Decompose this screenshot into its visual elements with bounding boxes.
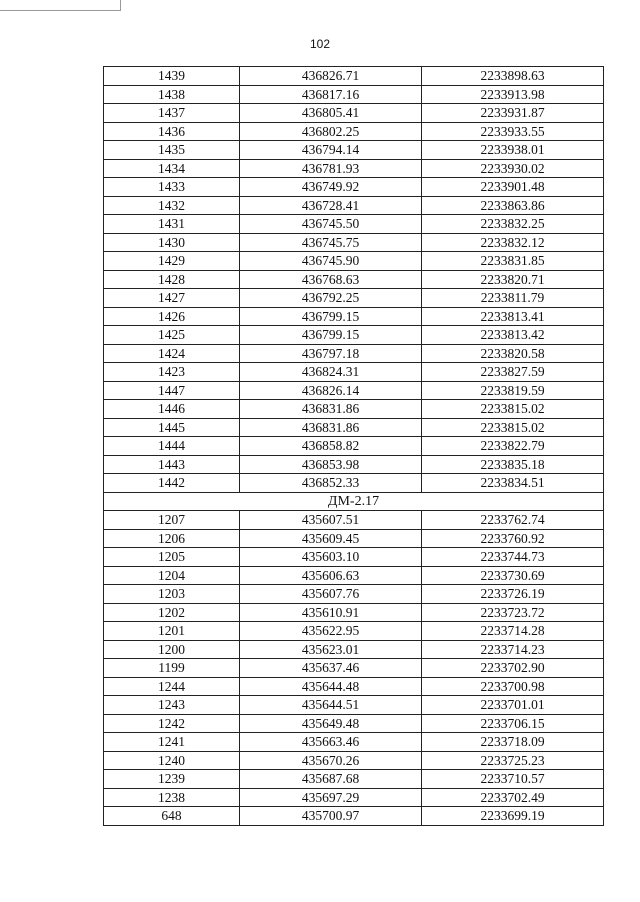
y-coordinate-cell: 2233815.02	[422, 400, 604, 419]
x-coordinate-cell: 436799.15	[240, 326, 422, 345]
x-coordinate-cell: 435637.46	[240, 659, 422, 678]
point-number-cell: 1244	[104, 677, 240, 696]
point-number-cell: 1242	[104, 714, 240, 733]
table-row	[104, 344, 604, 363]
y-coordinate-cell: 2233726.19	[422, 585, 604, 604]
y-coordinate-cell: 2233813.41	[422, 307, 604, 326]
y-coordinate-cell: 2233820.58	[422, 344, 604, 363]
point-number-cell: 1436	[104, 122, 240, 141]
x-coordinate-cell: 435610.91	[240, 603, 422, 622]
y-coordinate-cell: 2233762.74	[422, 511, 604, 530]
x-coordinate-cell: 436826.14	[240, 381, 422, 400]
y-coordinate-cell: 2233832.12	[422, 233, 604, 252]
section-header-row	[104, 492, 604, 511]
section-header: ДМ-2.17	[104, 492, 604, 511]
point-number-cell: 1239	[104, 770, 240, 789]
table-row	[104, 141, 604, 160]
x-coordinate-cell: 436749.92	[240, 178, 422, 197]
table-row	[104, 233, 604, 252]
table-row	[104, 215, 604, 234]
y-coordinate-cell: 2233898.63	[422, 67, 604, 86]
x-coordinate-cell: 435700.97	[240, 807, 422, 826]
point-number-cell: 1439	[104, 67, 240, 86]
point-number-cell: 1437	[104, 104, 240, 123]
point-number-cell: 1201	[104, 622, 240, 641]
table-row	[104, 622, 604, 641]
table-row	[104, 751, 604, 770]
table-row	[104, 529, 604, 548]
point-number-cell: 1207	[104, 511, 240, 530]
y-coordinate-cell: 2233931.87	[422, 104, 604, 123]
point-number-cell: 1204	[104, 566, 240, 585]
table-row	[104, 178, 604, 197]
y-coordinate-cell: 2233701.01	[422, 696, 604, 715]
table-row	[104, 270, 604, 289]
y-coordinate-cell: 2233820.71	[422, 270, 604, 289]
point-number-cell: 1434	[104, 159, 240, 178]
point-number-cell: 1435	[104, 141, 240, 160]
y-coordinate-cell: 2233811.79	[422, 289, 604, 308]
point-number-cell: 1425	[104, 326, 240, 345]
y-coordinate-cell: 2233822.79	[422, 437, 604, 456]
point-number-cell: 1431	[104, 215, 240, 234]
x-coordinate-cell: 435644.48	[240, 677, 422, 696]
table-row	[104, 788, 604, 807]
x-coordinate-cell: 436799.15	[240, 307, 422, 326]
y-coordinate-cell: 2233730.69	[422, 566, 604, 585]
page-number: 102	[309, 37, 331, 51]
table-row	[104, 770, 604, 789]
x-coordinate-cell: 436745.90	[240, 252, 422, 271]
table-row	[104, 511, 604, 530]
y-coordinate-cell: 2233702.90	[422, 659, 604, 678]
point-number-cell: 1447	[104, 381, 240, 400]
point-number-cell: 1428	[104, 270, 240, 289]
y-coordinate-cell: 2233832.25	[422, 215, 604, 234]
x-coordinate-cell: 436794.14	[240, 141, 422, 160]
point-number-cell: 1205	[104, 548, 240, 567]
point-number-cell: 1241	[104, 733, 240, 752]
y-coordinate-cell: 2233901.48	[422, 178, 604, 197]
y-coordinate-cell: 2233710.57	[422, 770, 604, 789]
table-row	[104, 67, 604, 86]
point-number-cell: 1203	[104, 585, 240, 604]
x-coordinate-cell: 435603.10	[240, 548, 422, 567]
table-row	[104, 363, 604, 382]
table-row	[104, 714, 604, 733]
point-number-cell: 648	[104, 807, 240, 826]
table-row	[104, 437, 604, 456]
x-coordinate-cell: 436853.98	[240, 455, 422, 474]
x-coordinate-cell: 436817.16	[240, 85, 422, 104]
y-coordinate-cell: 2233725.23	[422, 751, 604, 770]
point-number-cell: 1442	[104, 474, 240, 493]
y-coordinate-cell: 2233702.49	[422, 788, 604, 807]
x-coordinate-cell: 436831.86	[240, 418, 422, 437]
y-coordinate-cell: 2233699.19	[422, 807, 604, 826]
x-coordinate-cell: 436781.93	[240, 159, 422, 178]
point-number-cell: 1240	[104, 751, 240, 770]
table-row	[104, 289, 604, 308]
x-coordinate-cell: 435622.95	[240, 622, 422, 641]
y-coordinate-cell: 2233933.55	[422, 122, 604, 141]
point-number-cell: 1202	[104, 603, 240, 622]
coordinates-table	[103, 66, 604, 826]
x-coordinate-cell: 435687.68	[240, 770, 422, 789]
x-coordinate-cell: 436797.18	[240, 344, 422, 363]
point-number-cell: 1438	[104, 85, 240, 104]
point-number-cell: 1238	[104, 788, 240, 807]
y-coordinate-cell: 2233930.02	[422, 159, 604, 178]
x-coordinate-cell: 435663.46	[240, 733, 422, 752]
table-row	[104, 104, 604, 123]
x-coordinate-cell: 435607.76	[240, 585, 422, 604]
table-row	[104, 696, 604, 715]
table-row	[104, 807, 604, 826]
y-coordinate-cell: 2233831.85	[422, 252, 604, 271]
x-coordinate-cell: 436745.75	[240, 233, 422, 252]
x-coordinate-cell: 436768.63	[240, 270, 422, 289]
table-row	[104, 418, 604, 437]
x-coordinate-cell: 436852.33	[240, 474, 422, 493]
point-number-cell: 1200	[104, 640, 240, 659]
table-row	[104, 566, 604, 585]
y-coordinate-cell: 2233714.23	[422, 640, 604, 659]
y-coordinate-cell: 2233835.18	[422, 455, 604, 474]
point-number-cell: 1206	[104, 529, 240, 548]
y-coordinate-cell: 2233718.09	[422, 733, 604, 752]
y-coordinate-cell: 2233700.98	[422, 677, 604, 696]
table-row	[104, 585, 604, 604]
y-coordinate-cell: 2233938.01	[422, 141, 604, 160]
point-number-cell: 1427	[104, 289, 240, 308]
table-row	[104, 455, 604, 474]
table-row	[104, 159, 604, 178]
coordinates-table-body	[104, 67, 604, 826]
table-row	[104, 381, 604, 400]
point-number-cell: 1432	[104, 196, 240, 215]
x-coordinate-cell: 436728.41	[240, 196, 422, 215]
table-row	[104, 252, 604, 271]
x-coordinate-cell: 435607.51	[240, 511, 422, 530]
table-row	[104, 603, 604, 622]
point-number-cell: 1446	[104, 400, 240, 419]
x-coordinate-cell: 435649.48	[240, 714, 422, 733]
table-row	[104, 733, 604, 752]
x-coordinate-cell: 436745.50	[240, 215, 422, 234]
x-coordinate-cell: 435623.01	[240, 640, 422, 659]
y-coordinate-cell: 2233723.72	[422, 603, 604, 622]
x-coordinate-cell: 435644.51	[240, 696, 422, 715]
table-row	[104, 85, 604, 104]
table-row	[104, 196, 604, 215]
x-coordinate-cell: 435697.29	[240, 788, 422, 807]
point-number-cell: 1430	[104, 233, 240, 252]
table-row	[104, 122, 604, 141]
table-row	[104, 548, 604, 567]
y-coordinate-cell: 2233714.28	[422, 622, 604, 641]
x-coordinate-cell: 436792.25	[240, 289, 422, 308]
x-coordinate-cell: 436824.31	[240, 363, 422, 382]
point-number-cell: 1199	[104, 659, 240, 678]
point-number-cell: 1243	[104, 696, 240, 715]
table-row	[104, 640, 604, 659]
y-coordinate-cell: 2233827.59	[422, 363, 604, 382]
table-row	[104, 677, 604, 696]
x-coordinate-cell: 436805.41	[240, 104, 422, 123]
point-number-cell: 1429	[104, 252, 240, 271]
y-coordinate-cell: 2233744.73	[422, 548, 604, 567]
x-coordinate-cell: 435609.45	[240, 529, 422, 548]
point-number-cell: 1424	[104, 344, 240, 363]
point-number-cell: 1445	[104, 418, 240, 437]
table-row	[104, 307, 604, 326]
point-number-cell: 1444	[104, 437, 240, 456]
scan-border-mark	[0, 0, 121, 11]
y-coordinate-cell: 2233813.42	[422, 326, 604, 345]
table-row	[104, 400, 604, 419]
table-row	[104, 659, 604, 678]
y-coordinate-cell: 2233706.15	[422, 714, 604, 733]
x-coordinate-cell: 436802.25	[240, 122, 422, 141]
y-coordinate-cell: 2233819.59	[422, 381, 604, 400]
y-coordinate-cell: 2233834.51	[422, 474, 604, 493]
y-coordinate-cell: 2233760.92	[422, 529, 604, 548]
x-coordinate-cell: 436858.82	[240, 437, 422, 456]
y-coordinate-cell: 2233913.98	[422, 85, 604, 104]
y-coordinate-cell: 2233815.02	[422, 418, 604, 437]
point-number-cell: 1426	[104, 307, 240, 326]
point-number-cell: 1443	[104, 455, 240, 474]
table-row	[104, 326, 604, 345]
x-coordinate-cell: 436826.71	[240, 67, 422, 86]
point-number-cell: 1423	[104, 363, 240, 382]
x-coordinate-cell: 436831.86	[240, 400, 422, 419]
x-coordinate-cell: 435606.63	[240, 566, 422, 585]
x-coordinate-cell: 435670.26	[240, 751, 422, 770]
point-number-cell: 1433	[104, 178, 240, 197]
y-coordinate-cell: 2233863.86	[422, 196, 604, 215]
table-row	[104, 474, 604, 493]
